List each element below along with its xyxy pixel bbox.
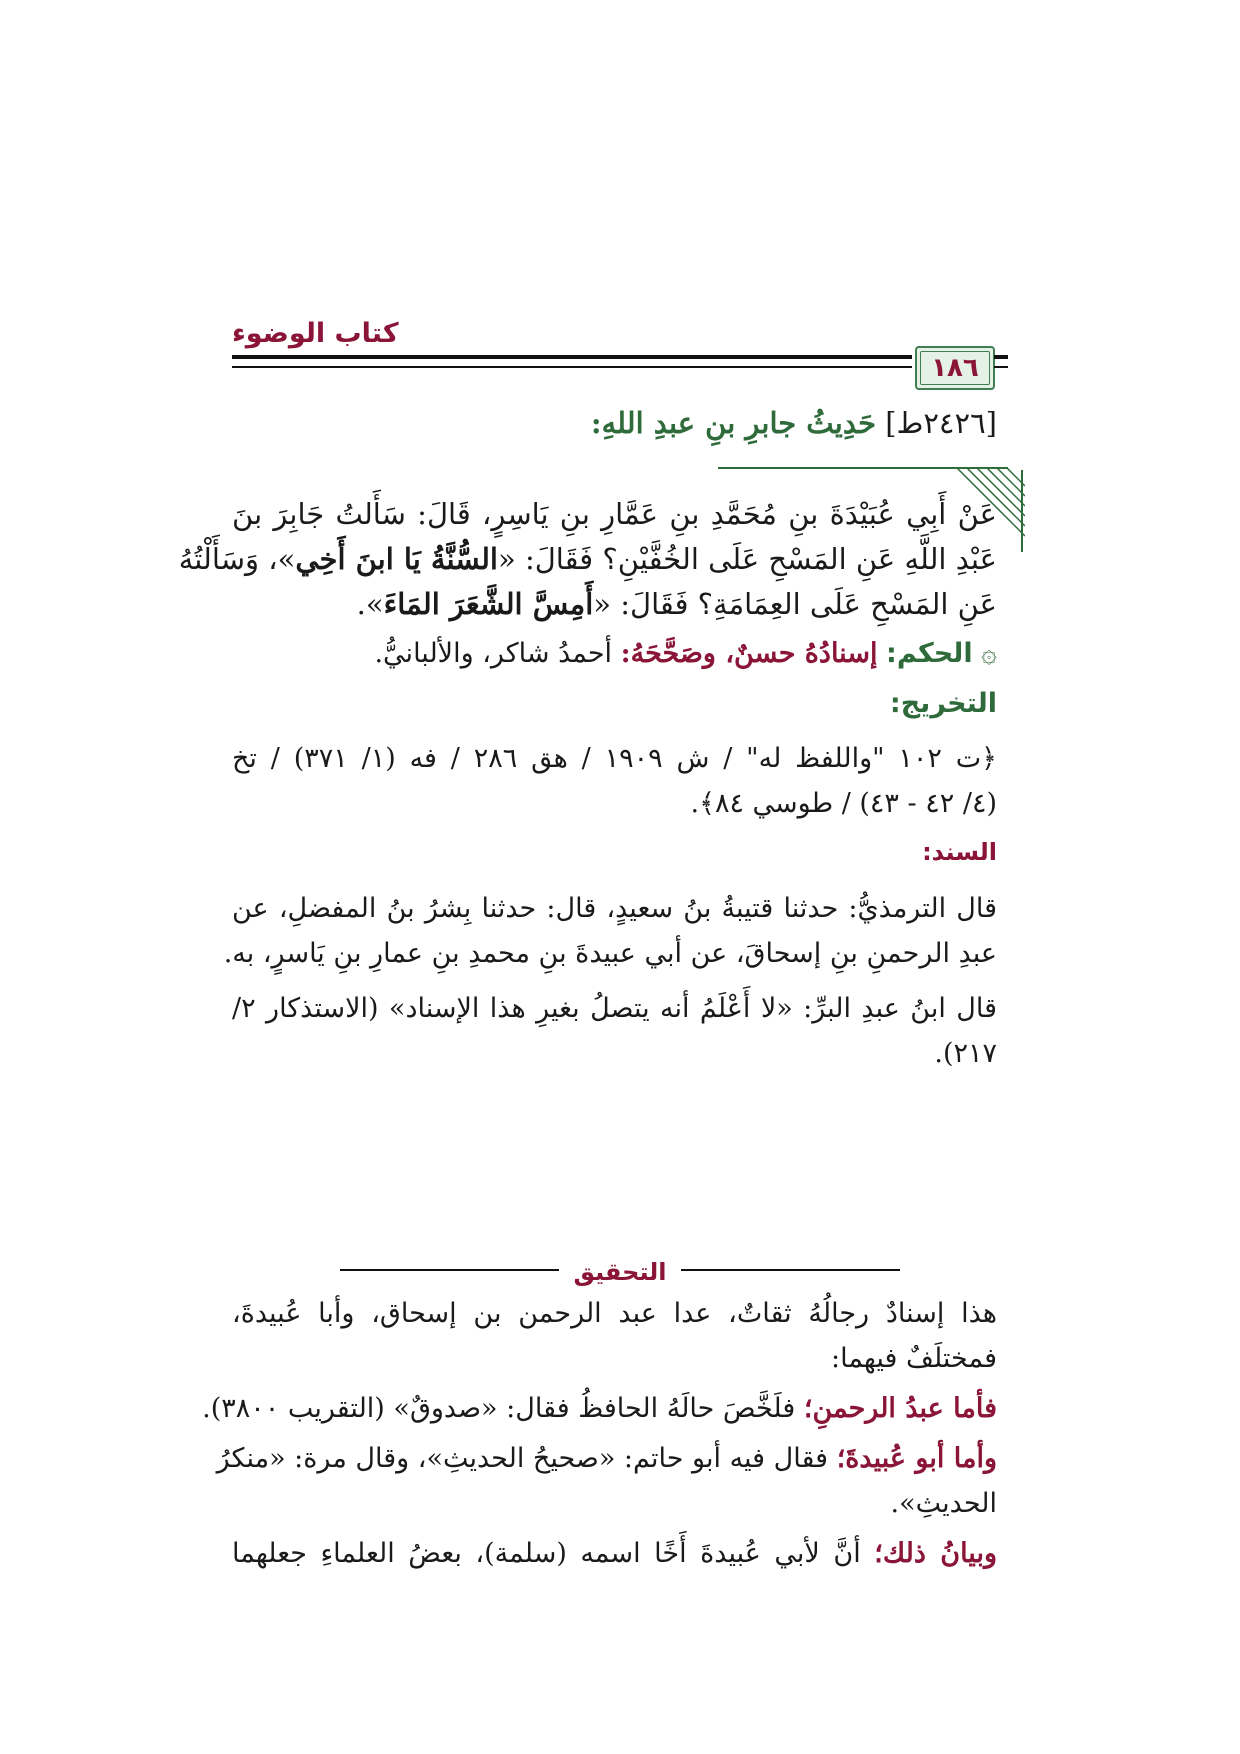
hadith-title: حَدِيثُ جابرِ بنِ عبدِ اللهِ: <box>590 406 876 440</box>
sanad-line-2: عبدِ الرحمنِ بنِ إسحاقَ، عن أبي عبيدةَ بنِ محمدِ بنِ عمارِ بنِ يَاسرٍ، به. <box>223 938 997 969</box>
header-rule-top <box>232 355 912 359</box>
hadith-quote-1: السُّنَّةُ يَا ابنَ أَخِي <box>295 542 498 576</box>
ruling-rest: أحمدُ شاكر، والألبانيُّ. <box>374 638 613 669</box>
ruling-label: الحكم: <box>886 638 973 669</box>
tahqiq-para3 <box>216 1443 997 1474</box>
hadith-number: [٢٤٢٦ط] <box>885 406 997 440</box>
tahqiq-para1-line-1: هذا إسنادٌ رجالُهُ ثقاتٌ، عدا عبد الرحمن بن إسحاق، وأبا عُبيدةَ، <box>232 1298 997 1329</box>
sanad-line-4: ٢١٧). <box>934 1038 997 1069</box>
sanad-heading <box>232 840 997 864</box>
hadith-heading <box>232 406 997 440</box>
tahqiq-para2 <box>202 1393 997 1424</box>
hadith-line-3: عَنِ المَسْحِ عَلَى العِمَامَةِ؟ فَقَالَ: «أَمِسَّ الشَّعَرَ المَاءَ». <box>356 587 997 621</box>
tahqiq-para3-text: فقال فيه أبو حاتم: «صحيحُ الحديثِ»، وقال مرة: «منكرُ <box>216 1443 829 1474</box>
tahqiq-para4-text: أنَّ لأبي عُبيدةَ أَخًا اسمه (سلمة)، بعضُ العلماءِ جعلهما <box>232 1538 861 1569</box>
hadith-quote-2: أَمِسَّ الشَّعَرَ المَاءَ <box>383 587 594 621</box>
header-rule-bottom <box>232 366 912 368</box>
hadith-line-1: عَنْ أَبِي عُبَيْدَةَ بنِ مُحَمَّدِ بنِ عَمَّارِ بنِ يَاسِرٍ، قَالَ: سَأَلتُ جَابِرَ بنَ <box>232 497 997 531</box>
tahqiq-para3-line-2: الحديثِ». <box>890 1488 997 1519</box>
header-rule-right-bottom <box>994 366 1008 368</box>
takhrij-line-2: (٤/ ٤٢ - ٤٣) / طوسي ٨٤﴾. <box>690 788 997 819</box>
tahqiq-para1-line-2: فمختلَفٌ فيهما: <box>831 1343 997 1374</box>
takhrij-label: التخريج: <box>889 688 997 719</box>
sanad-label: السند: <box>922 838 997 866</box>
tahqiq-para4-label: وبيانُ ذلك؛ <box>874 1538 997 1569</box>
tahqiq-para2-label: فأما عبدُ الرحمنِ؛ <box>803 1393 997 1424</box>
ruling-line <box>232 640 997 667</box>
ruling-value: إسنادُهُ حسنٌ، وصَحَّحَهُ: <box>620 638 878 669</box>
header-rule-right-top <box>994 355 1008 359</box>
quote-top-rule <box>718 467 1008 469</box>
tahqiq-label: التحقيق <box>559 1258 680 1286</box>
tahqiq-para3-label: وأما أبو عُبيدةَ؛ <box>836 1443 997 1474</box>
hadith-line-2: عَبْدِ اللَّهِ عَنِ المَسْحِ عَلَى الخُفَّيْنِ؟ فَقَالَ: «السُّنَّةُ يَا ابنَ أَخِي»، وَسَأَلْتُهُ <box>178 542 997 576</box>
takhrij-heading <box>232 690 997 717</box>
sanad-line-3: قال ابنُ عبدِ البرِّ: «لا أَعْلَمُ أنه يتصلُ بغيرِ هذا الإسناد» (الاستذكار ٢/ <box>232 993 997 1024</box>
tahqiq-divider <box>340 1258 900 1286</box>
book-title: كتاب الوضوء <box>232 318 399 349</box>
quote-side-rule <box>1021 470 1023 552</box>
page-number-badge <box>915 346 995 390</box>
takhrij-line-1: ﴿ت ١٠٢ "واللفظ له" / ش ١٩٠٩ / هق ٢٨٦ / فه (١/ ٣٧١) / تخ <box>232 743 997 774</box>
tahqiq-para4 <box>232 1540 997 1567</box>
page-number: ١٨٦ <box>931 353 979 383</box>
tahqiq-para2-text: فلَخَّصَ حالَهُ الحافظُ فقال: «صدوقٌ» (التقريب ٣٨٠٠). <box>202 1393 796 1424</box>
sanad-line-1: قال الترمذيُّ: حدثنا قتيبةُ بنُ سعيدٍ، قال: حدثنا بِشرُ بنُ المفضلِ، عن <box>232 893 997 924</box>
ruling-icon: ۞ <box>981 638 997 669</box>
